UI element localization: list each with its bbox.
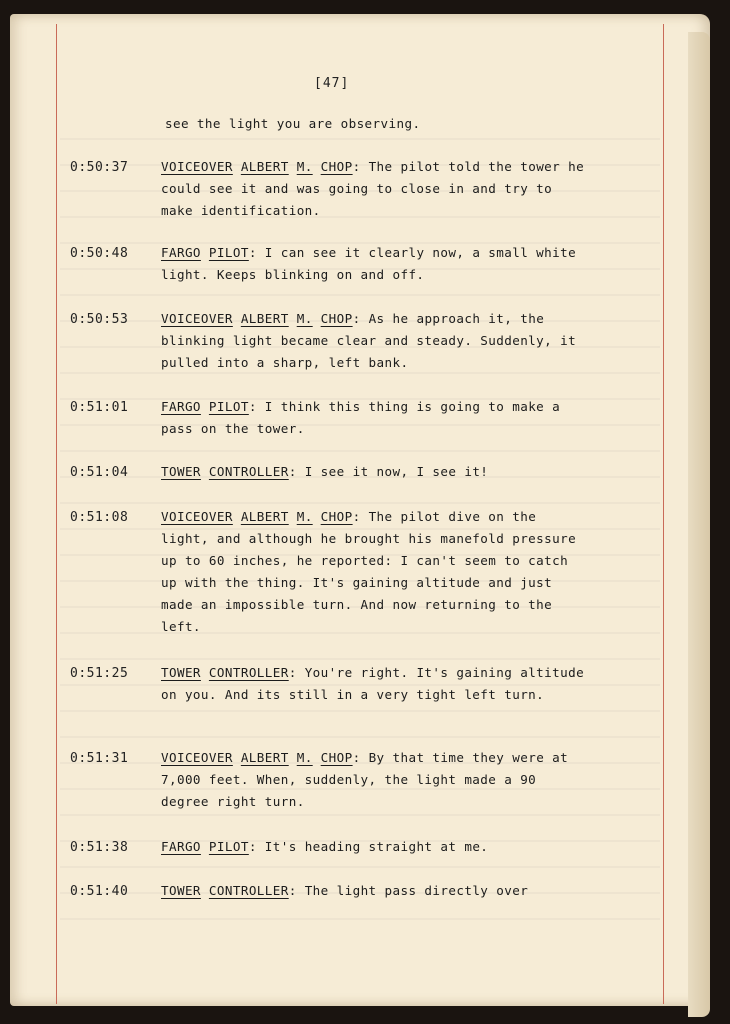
speaker-word: VOICEOVER (161, 750, 233, 765)
speaker-word: CHOP (320, 159, 353, 174)
speaker-name (161, 399, 249, 414)
speaker-word: M. (296, 159, 313, 174)
speaker-name (161, 509, 353, 524)
entry-text (161, 461, 591, 483)
dialogue-text: : As he approach it, the blinking light became clear and steady. Suddenly, it pulled into a sharp, left bank. (161, 311, 577, 370)
continuation-line: see the light you are observing. (165, 116, 421, 131)
speaker-word: FARGO (161, 245, 201, 260)
speaker-word: M. (296, 750, 313, 765)
entry-text (161, 156, 591, 222)
entry-timestamp: 0:51:38 (70, 840, 129, 855)
dialogue-text: : You're right. It's gaining altitude on you. And its still in a very tight left turn. (161, 665, 585, 702)
entry-timestamp: 0:51:08 (70, 510, 129, 525)
entry-text (161, 506, 591, 638)
dialogue-text: : The pilot dive on the light, and although he brought his manefold pressure up to 60 inches, he reported: I can't seem to catch up with the thing. It's gaining altitude and just made an impossible turn. And now returning to the left. (161, 509, 577, 634)
speaker-word: ALBERT (240, 311, 289, 326)
entry-text (161, 308, 591, 374)
dialogue-text: : It's heading straight at me. (248, 839, 489, 854)
page-edge (688, 32, 710, 1017)
speaker-word: CHOP (320, 509, 353, 524)
speaker-word: PILOT (208, 839, 249, 854)
entry-timestamp: 0:51:31 (70, 751, 129, 766)
speaker-name (161, 839, 249, 854)
speaker-name (161, 311, 353, 326)
speaker-name (161, 245, 249, 260)
page-number: [47] (314, 76, 350, 91)
entry-timestamp: 0:51:01 (70, 400, 129, 415)
dialogue-text: : I see it now, I see it! (288, 464, 489, 479)
speaker-word: CONTROLLER (208, 883, 289, 898)
speaker-word: PILOT (208, 399, 249, 414)
speaker-name (161, 750, 353, 765)
speaker-word: VOICEOVER (161, 509, 233, 524)
entry-timestamp: 0:50:37 (70, 160, 129, 175)
entry-timestamp: 0:51:40 (70, 884, 129, 899)
speaker-word: ALBERT (240, 750, 289, 765)
entry-timestamp: 0:51:25 (70, 666, 129, 681)
dialogue-text: : I can see it clearly now, a small white light. Keeps blinking on and off. (161, 245, 577, 282)
speaker-name (161, 159, 353, 174)
speaker-word: TOWER (161, 883, 201, 898)
entry-text (161, 242, 591, 286)
speaker-word: TOWER (161, 464, 201, 479)
entry-text (161, 662, 591, 706)
speaker-word: CONTROLLER (208, 464, 289, 479)
speaker-word: VOICEOVER (161, 311, 233, 326)
speaker-word: CONTROLLER (208, 665, 289, 680)
speaker-word: FARGO (161, 839, 201, 854)
speaker-word: CHOP (320, 750, 353, 765)
entry-timestamp: 0:50:48 (70, 246, 129, 261)
entry-timestamp: 0:50:53 (70, 312, 129, 327)
dialogue-text: : I think this thing is going to make a pass on the tower. (161, 399, 561, 436)
entry-timestamp: 0:51:04 (70, 465, 129, 480)
entry-text (161, 836, 591, 858)
speaker-word: ALBERT (240, 509, 289, 524)
speaker-name (161, 464, 289, 479)
speaker-word: M. (296, 311, 313, 326)
speaker-word: FARGO (161, 399, 201, 414)
speaker-name (161, 883, 289, 898)
speaker-word: ALBERT (240, 159, 289, 174)
speaker-word: VOICEOVER (161, 159, 233, 174)
speaker-name (161, 665, 289, 680)
dialogue-text: : The pilot told the tower he could see it and was going to close in and try to make identification. (161, 159, 585, 218)
entry-text (161, 396, 591, 440)
speaker-word: CHOP (320, 311, 353, 326)
speaker-word: TOWER (161, 665, 201, 680)
dialogue-text: : The light pass directly over (288, 883, 529, 898)
entry-text (161, 747, 591, 813)
left-margin-line (56, 24, 57, 1004)
speaker-word: M. (296, 509, 313, 524)
speaker-word: PILOT (208, 245, 249, 260)
right-margin-line (663, 24, 664, 1004)
entry-text (161, 880, 591, 902)
dialogue-text: : By that time they were at 7,000 feet. When, suddenly, the light made a 90 degree right turn. (161, 750, 569, 809)
